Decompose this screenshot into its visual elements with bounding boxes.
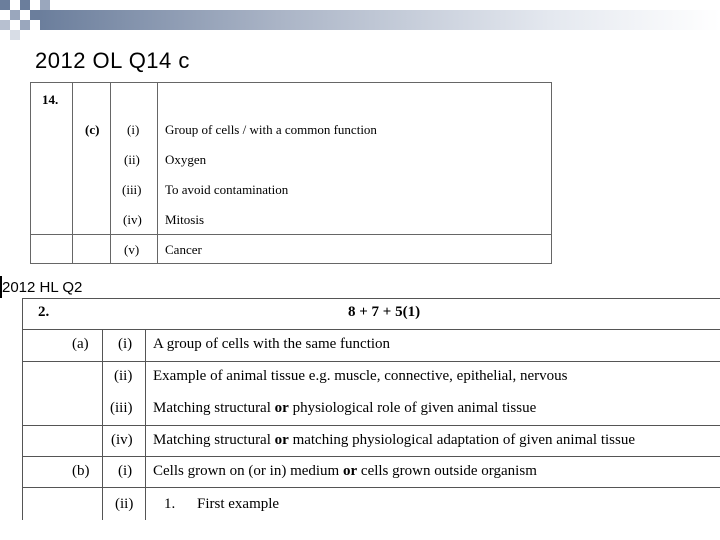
table-rule (22, 361, 720, 362)
row-number: (iii) (122, 182, 142, 197)
table-rule (102, 329, 103, 520)
row-answer: Example of animal tissue e.g. muscle, connective, epithelial, nervous (153, 368, 568, 384)
row-number: (iv) (123, 212, 142, 227)
part-label: (a) (72, 336, 89, 352)
hl-marking-table (22, 298, 720, 520)
part-label: (c) (85, 122, 100, 137)
part-label: (b) (72, 463, 90, 479)
ol-marking-table (30, 82, 552, 264)
row-number: (ii) (114, 368, 133, 384)
slide-title: 2012 OL Q14 c (35, 48, 190, 73)
marks-allocation: 8 + 7 + 5(1) (348, 304, 421, 320)
table-rule (22, 456, 720, 457)
table-rule (110, 82, 111, 264)
slide-decoration (0, 0, 720, 40)
deco-square (10, 10, 20, 20)
row-answer: Oxygen (165, 152, 207, 167)
hl-section-label: 2012 HL Q2 (2, 279, 83, 296)
table-rule (30, 82, 31, 264)
table-rule (30, 82, 552, 83)
table-rule (30, 234, 552, 235)
question-number: 14. (42, 92, 59, 107)
row-answer: Matching structural or matching physiological adaptation of given animal tissue (153, 432, 635, 448)
deco-square (20, 0, 30, 10)
table-rule (22, 487, 720, 488)
table-rule (551, 82, 552, 264)
deco-square (40, 0, 50, 10)
table-rule (72, 82, 73, 264)
row-number: (v) (124, 242, 140, 257)
table-rule (22, 298, 23, 520)
row-number: (i) (127, 122, 140, 137)
row-answer: Mitosis (165, 212, 205, 227)
row-number: (iv) (111, 432, 133, 448)
table-rule (22, 298, 720, 299)
deco-square (0, 20, 10, 30)
table-rule (145, 329, 146, 520)
row-number: (ii) (124, 152, 140, 167)
row-number: (iii) (110, 400, 133, 416)
row-answer: To avoid contamination (165, 182, 289, 197)
deco-square (10, 30, 20, 40)
deco-square (30, 10, 40, 20)
table-rule (157, 82, 158, 264)
row-answer: First example (197, 496, 280, 512)
row-number: (ii) (115, 496, 134, 512)
question-number: 2. (38, 304, 50, 320)
row-number: (i) (118, 463, 133, 479)
row-answer: Matching structural or physiological role of given animal tissue (153, 400, 537, 416)
sub-number: 1. (164, 496, 176, 512)
deco-gradient-band (40, 10, 720, 30)
deco-square (20, 20, 30, 30)
table-rule (22, 329, 720, 330)
deco-square (0, 0, 10, 10)
row-number: (i) (118, 336, 133, 352)
table-rule (30, 263, 552, 264)
table-rule (22, 425, 720, 426)
row-answer: Cells grown on (or in) medium or cells grown outside organism (153, 463, 537, 479)
row-answer: Cancer (165, 242, 202, 257)
row-answer: A group of cells with the same function (153, 336, 391, 352)
row-answer: Group of cells / with a common function (165, 122, 377, 137)
